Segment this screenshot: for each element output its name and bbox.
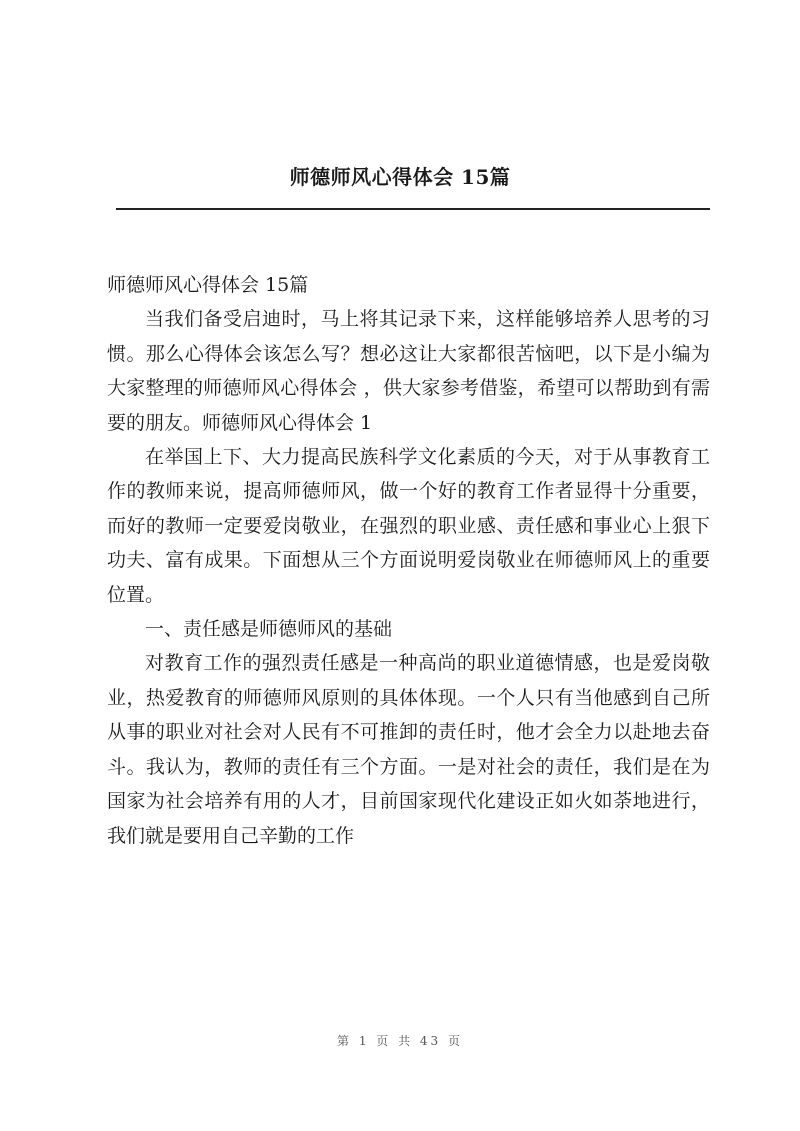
page-footer: 第 1 页 共 43 页 xyxy=(337,1034,463,1048)
doc-title-line: 师德师风心得体会 15篇 xyxy=(107,274,309,296)
section-heading: 一、责任感是师德师风的基础 xyxy=(145,618,393,641)
header-divider xyxy=(116,208,710,210)
body-paragraph: 对教育工作的强烈责任感是一种高尚的职业道德情感，也是爱岗敬业，热爱教育的师德师风原则的具体体现。一个人只有当他感到自己所从事的职业对社会对人民有不可推卸的责任时，他才会全力以赴地去奋斗。我认为，教师的责任有三个方面。一是对社会的责任，我们是在为国家为社会培养有用的人才，目前国家现代化建设正如火如荼地进行，我们就是要用自己辛勤的工作 xyxy=(107,652,710,847)
document-body xyxy=(107,268,710,853)
intro-paragraph: 当我们备受启迪时，马上将其记录下来，这样能够培养人思考的习惯。那么心得体会该怎么写？想必这让大家都很苦恼吧，以下是小编为大家整理的师德师风心得体会 ，供大家参考借鉴，希望可以帮助到有需要的朋友。师德师风心得体会 1 xyxy=(107,308,710,434)
page-header-title: 师德师风心得体会 15篇 xyxy=(289,165,511,189)
body-paragraph: 在举国上下、大力提高民族科学文化素质的今天，对于从事教育工作的教师来说，提高师德师风，做一个好的教育工作者显得十分重要，而好的教师一定要爱岗敬业，在强烈的职业感、责任感和事业心上狠下功夫、富有成果。下面想从三个方面说明爱岗敬业在师德师风上的重要位置。 xyxy=(107,446,710,606)
